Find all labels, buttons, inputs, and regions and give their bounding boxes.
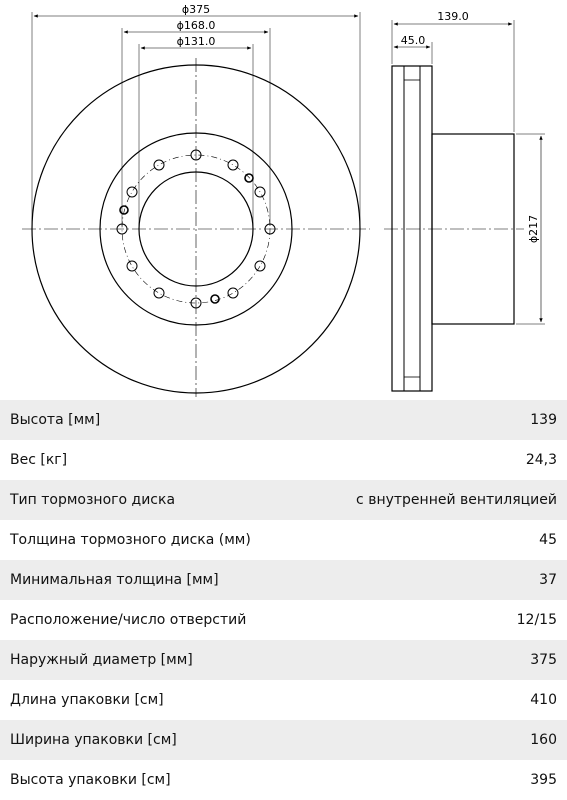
table-row: [0, 640, 567, 680]
spec-value: 160: [530, 732, 557, 748]
marker-hole: [245, 174, 253, 182]
table-row: [0, 720, 567, 760]
bolt-hole: [154, 160, 164, 170]
spec-label: Длина упаковки [см]: [10, 692, 164, 708]
spec-value: с внутренней вентиляцией: [356, 492, 557, 508]
spec-value: 395: [530, 772, 557, 788]
spec-value: 45: [539, 532, 557, 548]
dim-total-height: 139.0: [437, 10, 469, 23]
spec-label: Высота упаковки [см]: [10, 772, 171, 788]
table-row: [0, 600, 567, 640]
spec-value: 24,3: [525, 452, 557, 468]
spec-value: 12/15: [516, 612, 557, 628]
spec-value: 37: [539, 572, 557, 588]
table-row: [0, 760, 567, 800]
spec-value: 139: [530, 412, 557, 428]
spec-value: 410: [530, 692, 557, 708]
bolt-hole: [127, 261, 137, 271]
bolt-hole: [228, 288, 238, 298]
dim-center-bore: ϕ131.0: [176, 35, 216, 48]
spec-label: Вес [кг]: [10, 452, 68, 468]
table-row: [0, 680, 567, 720]
front-view: [22, 12, 370, 397]
marker-hole: [211, 295, 219, 303]
dim-outer-diameter: ϕ375: [181, 3, 211, 16]
spec-label: Наружный диаметр [мм]: [10, 652, 193, 668]
spec-label: Ширина упаковки [см]: [10, 732, 177, 748]
dim-hat-diameter: ϕ217: [527, 214, 540, 244]
spec-label: Расположение/число отверстий: [10, 612, 247, 628]
spec-label: Минимальная толщина [мм]: [10, 572, 219, 588]
bolt-hole: [154, 288, 164, 298]
bolt-hole: [127, 187, 137, 197]
table-row: [0, 480, 567, 520]
bolt-hole: [255, 261, 265, 271]
spec-table: [0, 400, 567, 800]
table-row: [0, 400, 567, 440]
table-row: [0, 520, 567, 560]
side-view: [384, 20, 545, 391]
dim-disc-thickness: 45.0: [400, 34, 426, 47]
spec-label: Толщина тормозного диска (мм): [10, 532, 251, 548]
table-row: [0, 560, 567, 600]
spec-label: Высота [мм]: [10, 412, 101, 428]
table-row: [0, 440, 567, 480]
spec-label: Тип тормозного диска: [10, 492, 176, 508]
disc-outer-plate: [392, 66, 432, 391]
dim-bolt-circle: ϕ168.0: [176, 19, 216, 32]
spec-value: 375: [530, 652, 557, 668]
